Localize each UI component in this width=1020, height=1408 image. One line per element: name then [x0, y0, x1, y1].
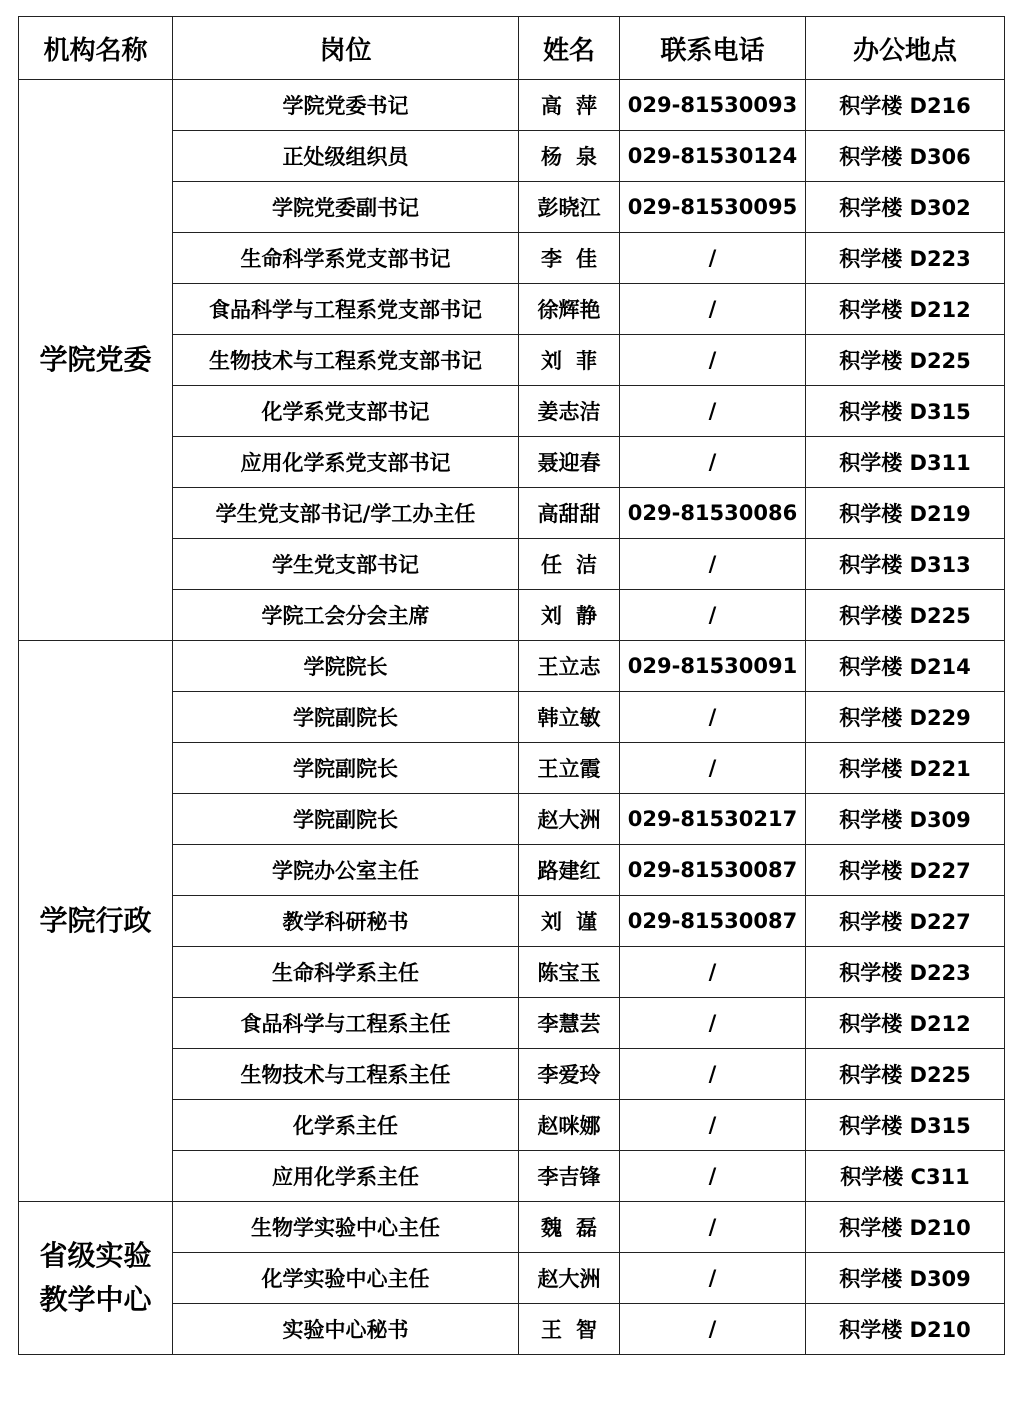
name-cell: 彭晓江 [519, 182, 620, 233]
office-cell: 积学楼 D306 [806, 131, 1005, 182]
office-cell: 积学楼 D216 [806, 80, 1005, 131]
phone-cell: / [620, 947, 806, 998]
position-cell: 学院副院长 [173, 692, 519, 743]
name-cell: 赵大洲 [519, 794, 620, 845]
phone-cell: / [620, 335, 806, 386]
office-cell: 积学楼 D302 [806, 182, 1005, 233]
phone-cell: 029-81530124 [620, 131, 806, 182]
office-cell: 积学楼 D309 [806, 1253, 1005, 1304]
name-cell: 陈宝玉 [519, 947, 620, 998]
position-cell: 生物技术与工程系党支部书记 [173, 335, 519, 386]
name-cell: 聂迎春 [519, 437, 620, 488]
name-cell: 刘菲 [519, 335, 620, 386]
name-cell: 杨泉 [519, 131, 620, 182]
phone-cell: / [620, 1253, 806, 1304]
name-cell: 高萍 [519, 80, 620, 131]
phone-cell: / [620, 539, 806, 590]
position-cell: 食品科学与工程系党支部书记 [173, 284, 519, 335]
org-name-line: 省级实验 [39, 1239, 152, 1272]
position-cell: 化学实验中心主任 [173, 1253, 519, 1304]
phone-cell: / [620, 590, 806, 641]
position-cell: 生物技术与工程系主任 [173, 1049, 519, 1100]
phone-cell: / [620, 1100, 806, 1151]
office-cell: 积学楼 D315 [806, 386, 1005, 437]
phone-cell: 029-81530093 [620, 80, 806, 131]
position-cell: 学生党支部书记/学工办主任 [173, 488, 519, 539]
table-row [19, 641, 1005, 692]
name-cell: 李吉锋 [519, 1151, 620, 1202]
name-cell: 王立霞 [519, 743, 620, 794]
phone-cell: / [620, 1151, 806, 1202]
office-cell: 积学楼 D223 [806, 947, 1005, 998]
phone-cell: 029-81530095 [620, 182, 806, 233]
position-cell: 学生党支部书记 [173, 539, 519, 590]
office-cell: 积学楼 D210 [806, 1304, 1005, 1355]
office-cell: 积学楼 D309 [806, 794, 1005, 845]
position-cell: 教学科研秘书 [173, 896, 519, 947]
org-name-cell: 学院党委 [19, 80, 173, 641]
phone-cell: 029-81530087 [620, 896, 806, 947]
name-cell: 刘静 [519, 590, 620, 641]
office-cell: 积学楼 D227 [806, 845, 1005, 896]
contact-directory-table [18, 16, 1005, 1355]
phone-cell: 029-81530091 [620, 641, 806, 692]
name-cell: 李佳 [519, 233, 620, 284]
position-cell: 正处级组织员 [173, 131, 519, 182]
office-cell: 积学楼 D214 [806, 641, 1005, 692]
position-cell: 学院办公室主任 [173, 845, 519, 896]
phone-cell: / [620, 1049, 806, 1100]
phone-cell: / [620, 386, 806, 437]
header-position: 岗位 [173, 17, 519, 80]
phone-cell: / [620, 284, 806, 335]
name-cell: 韩立敏 [519, 692, 620, 743]
position-cell: 生命科学系党支部书记 [173, 233, 519, 284]
name-cell: 刘谨 [519, 896, 620, 947]
office-cell: 积学楼 D227 [806, 896, 1005, 947]
table-row [19, 1202, 1005, 1253]
name-cell: 魏磊 [519, 1202, 620, 1253]
phone-cell: / [620, 437, 806, 488]
phone-cell: / [620, 998, 806, 1049]
name-cell: 高甜甜 [519, 488, 620, 539]
office-cell: 积学楼 D225 [806, 590, 1005, 641]
position-cell: 学院工会分会主席 [173, 590, 519, 641]
office-cell: 积学楼 D221 [806, 743, 1005, 794]
office-cell: 积学楼 D225 [806, 1049, 1005, 1100]
position-cell: 食品科学与工程系主任 [173, 998, 519, 1049]
office-cell: 积学楼 D212 [806, 284, 1005, 335]
name-cell: 王立志 [519, 641, 620, 692]
name-cell: 赵大洲 [519, 1253, 620, 1304]
phone-cell: 029-81530086 [620, 488, 806, 539]
position-cell: 化学系主任 [173, 1100, 519, 1151]
header-office: 办公地点 [806, 17, 1005, 80]
phone-cell: / [620, 743, 806, 794]
header-row [19, 17, 1005, 80]
phone-cell: 029-81530217 [620, 794, 806, 845]
position-cell: 应用化学系党支部书记 [173, 437, 519, 488]
position-cell: 学院副院长 [173, 794, 519, 845]
position-cell: 学院院长 [173, 641, 519, 692]
name-cell: 李爱玲 [519, 1049, 620, 1100]
name-cell: 任洁 [519, 539, 620, 590]
header-name: 姓名 [519, 17, 620, 80]
name-cell: 路建红 [519, 845, 620, 896]
phone-cell: 029-81530087 [620, 845, 806, 896]
position-cell: 生命科学系主任 [173, 947, 519, 998]
position-cell: 生物学实验中心主任 [173, 1202, 519, 1253]
header-phone: 联系电话 [620, 17, 806, 80]
position-cell: 学院党委书记 [173, 80, 519, 131]
table-body [19, 80, 1005, 1355]
office-cell: 积学楼 D210 [806, 1202, 1005, 1253]
office-cell: 积学楼 D212 [806, 998, 1005, 1049]
position-cell: 应用化学系主任 [173, 1151, 519, 1202]
position-cell: 学院副院长 [173, 743, 519, 794]
org-name-line: 教学中心 [39, 1283, 152, 1316]
org-name-cell [19, 1202, 173, 1355]
table-row [19, 80, 1005, 131]
office-cell: 积学楼 D315 [806, 1100, 1005, 1151]
office-cell: 积学楼 D219 [806, 488, 1005, 539]
phone-cell: / [620, 233, 806, 284]
header-org: 机构名称 [19, 17, 173, 80]
office-cell: 积学楼 D223 [806, 233, 1005, 284]
name-cell: 李慧芸 [519, 998, 620, 1049]
phone-cell: / [620, 1304, 806, 1355]
name-cell: 王智 [519, 1304, 620, 1355]
office-cell: 积学楼 D229 [806, 692, 1005, 743]
office-cell: 积学楼 D313 [806, 539, 1005, 590]
office-cell: 积学楼 D225 [806, 335, 1005, 386]
phone-cell: / [620, 1202, 806, 1253]
position-cell: 实验中心秘书 [173, 1304, 519, 1355]
position-cell: 学院党委副书记 [173, 182, 519, 233]
name-cell: 姜志洁 [519, 386, 620, 437]
name-cell: 赵咪娜 [519, 1100, 620, 1151]
office-cell: 积学楼 D311 [806, 437, 1005, 488]
office-cell: 积学楼 C311 [806, 1151, 1005, 1202]
position-cell: 化学系党支部书记 [173, 386, 519, 437]
org-name-cell: 学院行政 [19, 641, 173, 1202]
name-cell: 徐辉艳 [519, 284, 620, 335]
phone-cell: / [620, 692, 806, 743]
